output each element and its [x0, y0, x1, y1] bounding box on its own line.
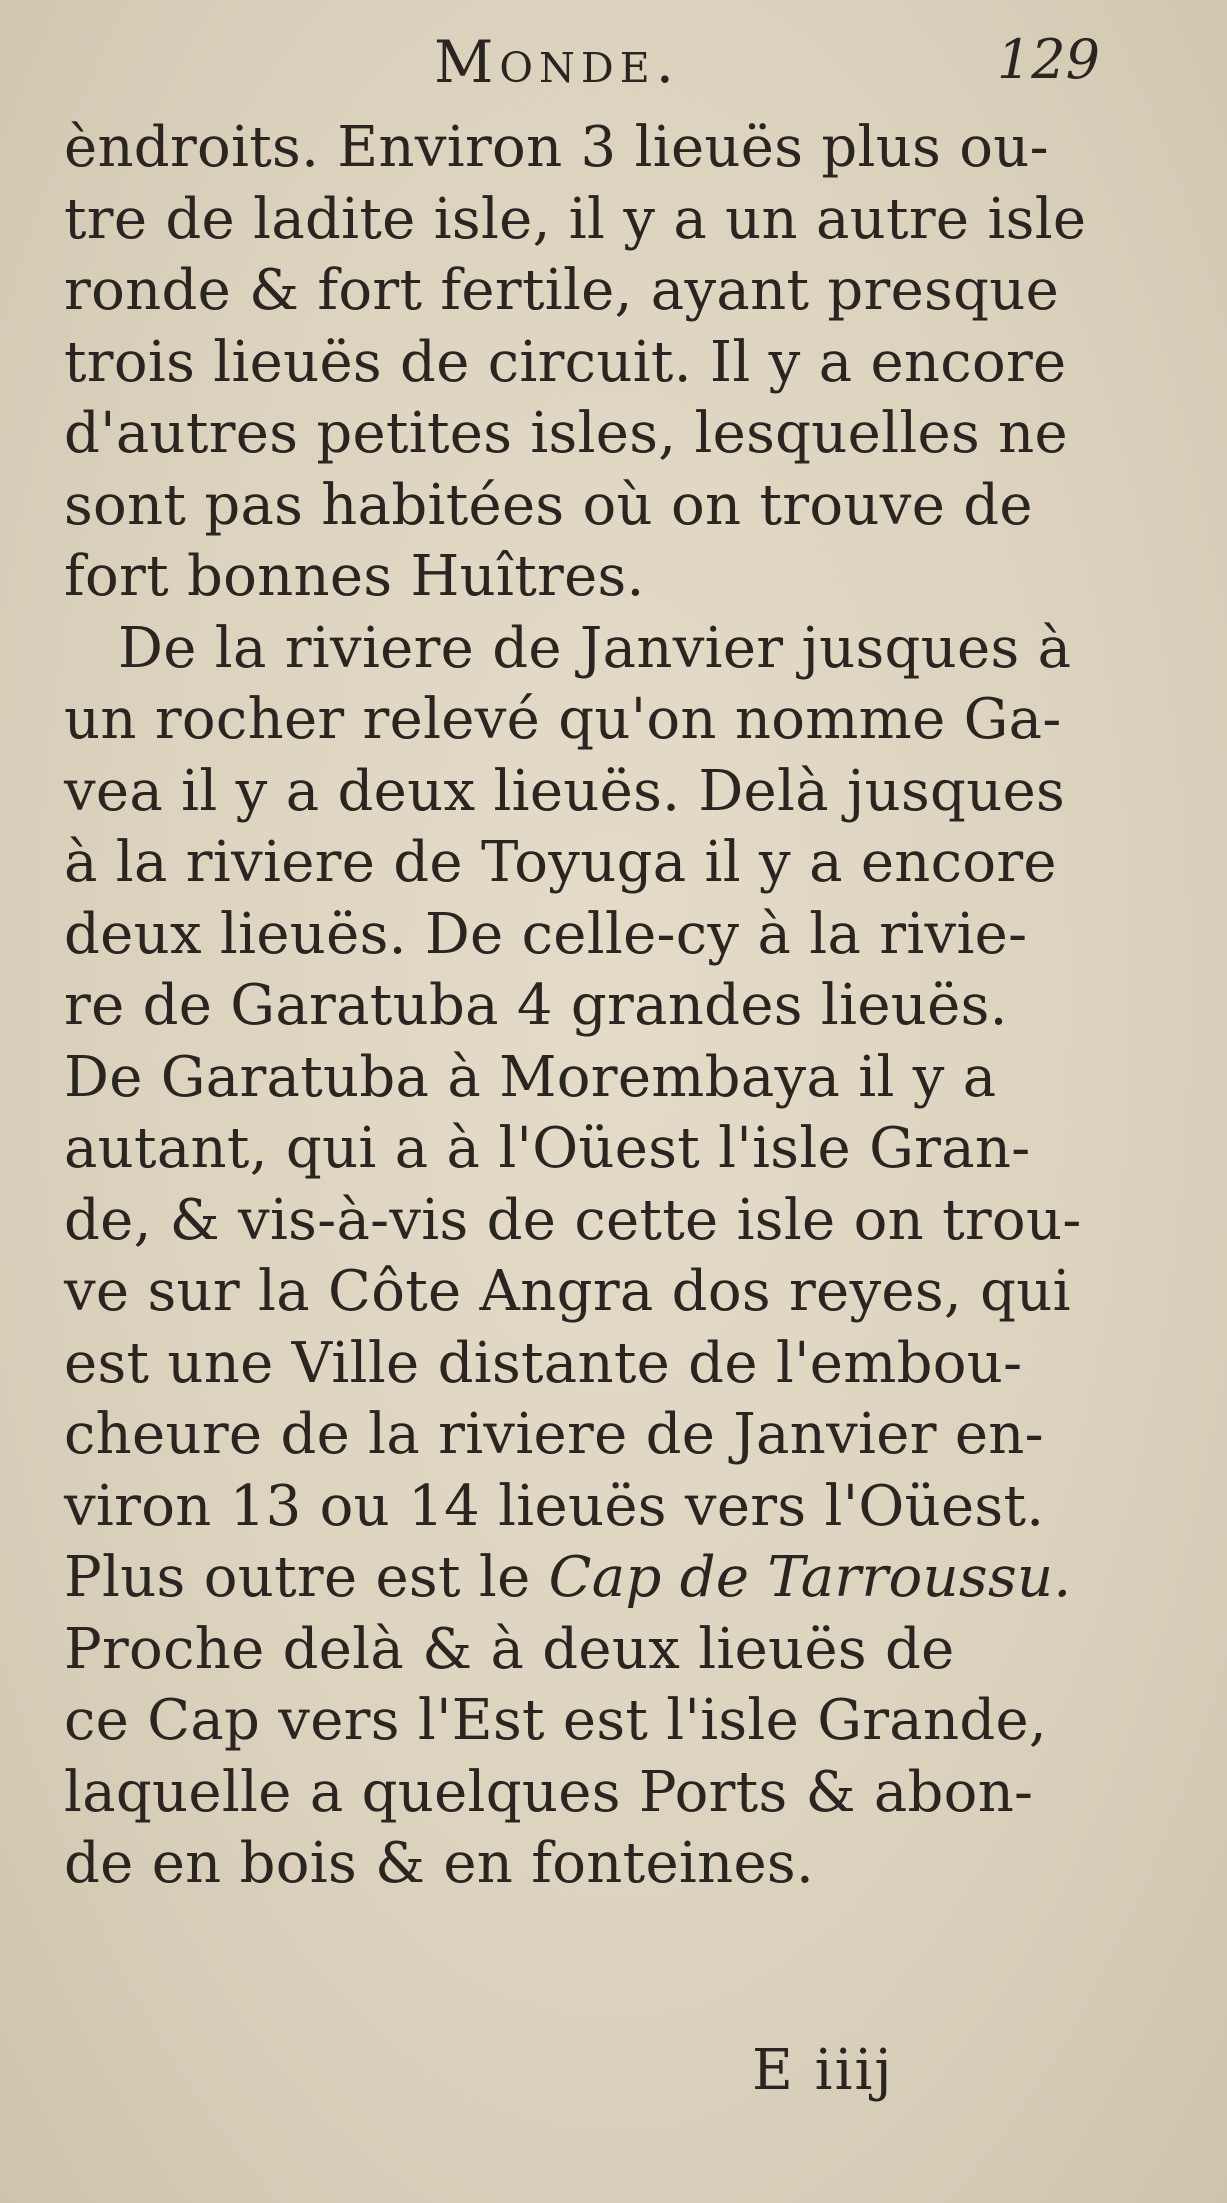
- text-segment: Plus outre est le: [64, 1545, 531, 1610]
- italic-place-name: Cap de Tarroussu.: [548, 1545, 1072, 1610]
- text-line: cheure de la riviere de Janvier en-: [64, 1402, 1044, 1467]
- text-line: De Garatuba à Morembaya il y a: [64, 1044, 997, 1110]
- text-line: fort bonnes Huîtres.: [64, 544, 645, 609]
- text-line: tre de ladite isle, il y a un autre isle: [64, 186, 1087, 252]
- text-line: trois lieuës de circuit. Il y a encore: [64, 329, 1067, 395]
- running-head: Monde.: [434, 28, 681, 96]
- page-number: 129: [996, 28, 1100, 91]
- text-line: à la riviere de Toyuga il y a encore: [64, 830, 1057, 895]
- signature-mark: E iiij: [752, 2038, 894, 2103]
- text-line: ce Cap vers l'Est est l'isle Grande,: [64, 1688, 1048, 1753]
- text-line: autant, qui a à l'Oüest l'isle Gran-: [64, 1116, 1031, 1181]
- text-line: deux lieuës. De celle-cy à la rivie-: [64, 901, 1028, 967]
- text-line: un rocher relevé qu'on nomme Ga-: [64, 687, 1062, 752]
- text-line: de, & vis-à-vis de cette isle on trou-: [64, 1187, 1082, 1253]
- text-line: ve sur la Côte Angra dos reyes, qui: [64, 1259, 1071, 1324]
- text-line: d'autres petites isles, lesquelles ne: [64, 401, 1068, 466]
- text-line: est une Ville distante de l'embou-: [64, 1330, 1023, 1396]
- text-line: ronde & fort fertile, ayant presque: [64, 258, 1060, 323]
- page-header: [64, 22, 1164, 102]
- text-line-with-italic: [64, 1542, 1104, 1614]
- paragraph-start-line: De la riviere de Janvier jusques à: [118, 615, 1072, 681]
- text-line: viron 13 ou 14 lieuës vers l'Oüest.: [64, 1473, 1045, 1539]
- text-line: èndroits. Environ 3 lieuës plus ou-: [64, 115, 1049, 180]
- body-text: [64, 112, 1104, 1900]
- text-line: re de Garatuba 4 grandes lieuës.: [64, 973, 1008, 1038]
- text-line: sont pas habitées où on trouve de: [64, 472, 1033, 538]
- text-line: vea il y a deux lieuës. Delà jusques: [64, 758, 1066, 824]
- text-line: Proche delà & à deux lieuës de: [64, 1616, 955, 1682]
- text-line: de en bois & en fonteines.: [64, 1831, 815, 1896]
- text-line: laquelle a quelques Ports & abon-: [64, 1759, 1034, 1825]
